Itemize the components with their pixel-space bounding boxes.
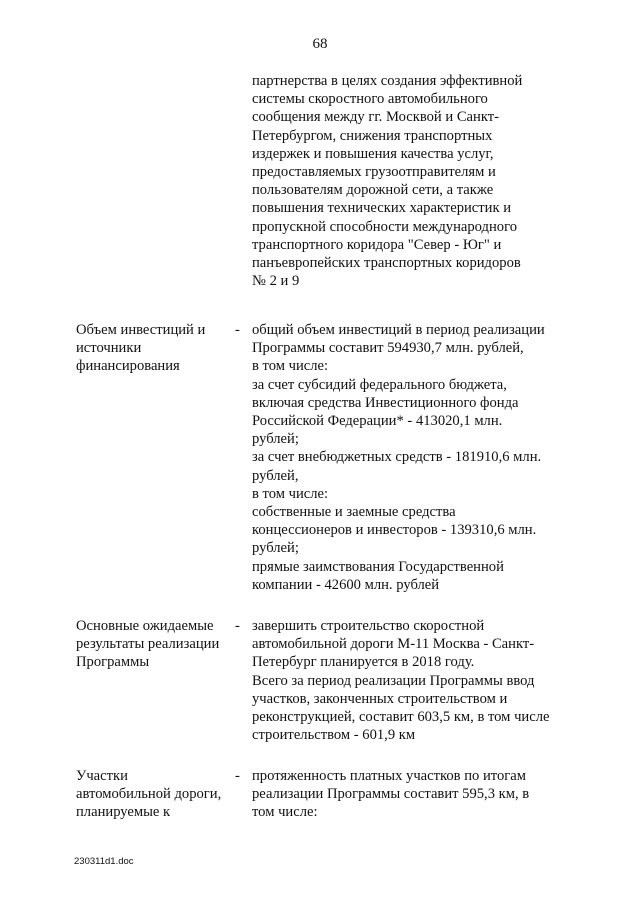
footer-filename: 230311d1.doc (74, 856, 134, 867)
text-line: строительством - 601,9 км (252, 727, 416, 744)
label-investment-volume (76, 321, 236, 376)
text-line: Участки (76, 768, 128, 784)
text-line: пропускной способности международного (252, 218, 518, 235)
text-line: автомобильной дороги М-11 Москва - Санкт- (252, 636, 535, 653)
text-line: в том числе: (252, 358, 329, 375)
value-expected-results (252, 617, 622, 744)
text-line: собственные и заемные средства (252, 504, 456, 521)
text-line: концессионеров и инвесторов - 139310,6 млн. (252, 522, 537, 539)
separator-dash: - (235, 322, 240, 338)
text-line: прямые заимствования Государственной (252, 558, 504, 575)
text-line: Программы составит 594930,7 млн. рублей, (252, 340, 524, 357)
text-line: Программы (76, 654, 150, 671)
text-line: источники (76, 340, 142, 357)
page-number: 68 (312, 36, 328, 52)
text-line: рублей; (252, 431, 299, 448)
text-line: Петербургом, снижения транспортных (252, 127, 493, 144)
separator-dash: - (235, 768, 240, 784)
text-line: транспортного коридора "Север - Юг" и (252, 236, 502, 253)
text-line: Основные ожидаемые (76, 618, 214, 634)
text-line: автомобильной дороги, (76, 786, 222, 803)
text-line: включая средства Инвестиционного фонда (252, 394, 519, 411)
text-line: № 2 и 9 (252, 273, 300, 290)
value-investment-volume (252, 321, 622, 594)
text-line: финансирования (76, 358, 180, 375)
text-line: системы скоростного автомобильного (252, 91, 488, 108)
text-line: компании - 42600 млн. рублей (252, 576, 440, 593)
text-line: Петербург планируется в 2018 году. (252, 654, 475, 671)
text-line: Российской Федерации* - 413020,1 млн. (252, 413, 503, 430)
text-line: за счет субсидий федерального бюджета, (252, 376, 507, 393)
text-line: том числе: (252, 804, 318, 821)
text-line: партнерства в целях создания эффективной (252, 73, 523, 89)
text-line: реализации Программы составит 595,3 км, в (252, 786, 530, 803)
text-line: издержек и повышения качества услуг, (252, 145, 494, 162)
text-line: Объем инвестиций и (76, 322, 206, 338)
text-line: планируемые к (76, 804, 171, 821)
value-road-sections (252, 767, 622, 822)
text-line: протяженность платных участков по итогам (252, 768, 526, 784)
text-line: за счет внебюджетных средств - 181910,6 млн. (252, 449, 542, 466)
label-road-sections (76, 767, 236, 822)
text-line: участков, законченных строительством и (252, 690, 508, 707)
separator-dash: - (235, 618, 240, 634)
text-line: рублей, (252, 467, 299, 484)
text-line: пользователям дорожной сети, а также (252, 182, 494, 199)
text-line: в том числе: (252, 485, 329, 502)
text-line: завершить строительство скоростной (252, 618, 485, 634)
text-line: рублей; (252, 540, 299, 557)
text-line: панъевропейских транспортных коридоров (252, 255, 521, 272)
text-line: предоставляемых грузоотправителям и (252, 164, 496, 181)
text-line: реконструкцией, составит 603,5 км, в том числе (252, 709, 550, 726)
text-line: сообщения между гг. Москвой и Санкт- (252, 109, 499, 126)
label-expected-results (76, 617, 236, 672)
text-line: повышения технических характеристик и (252, 200, 512, 217)
text-line: результаты реализации (76, 636, 220, 653)
text-line: общий объем инвестиций в период реализации (252, 322, 545, 338)
intro-paragraph (252, 72, 622, 290)
text-line: Всего за период реализации Программы ввод (252, 672, 535, 689)
